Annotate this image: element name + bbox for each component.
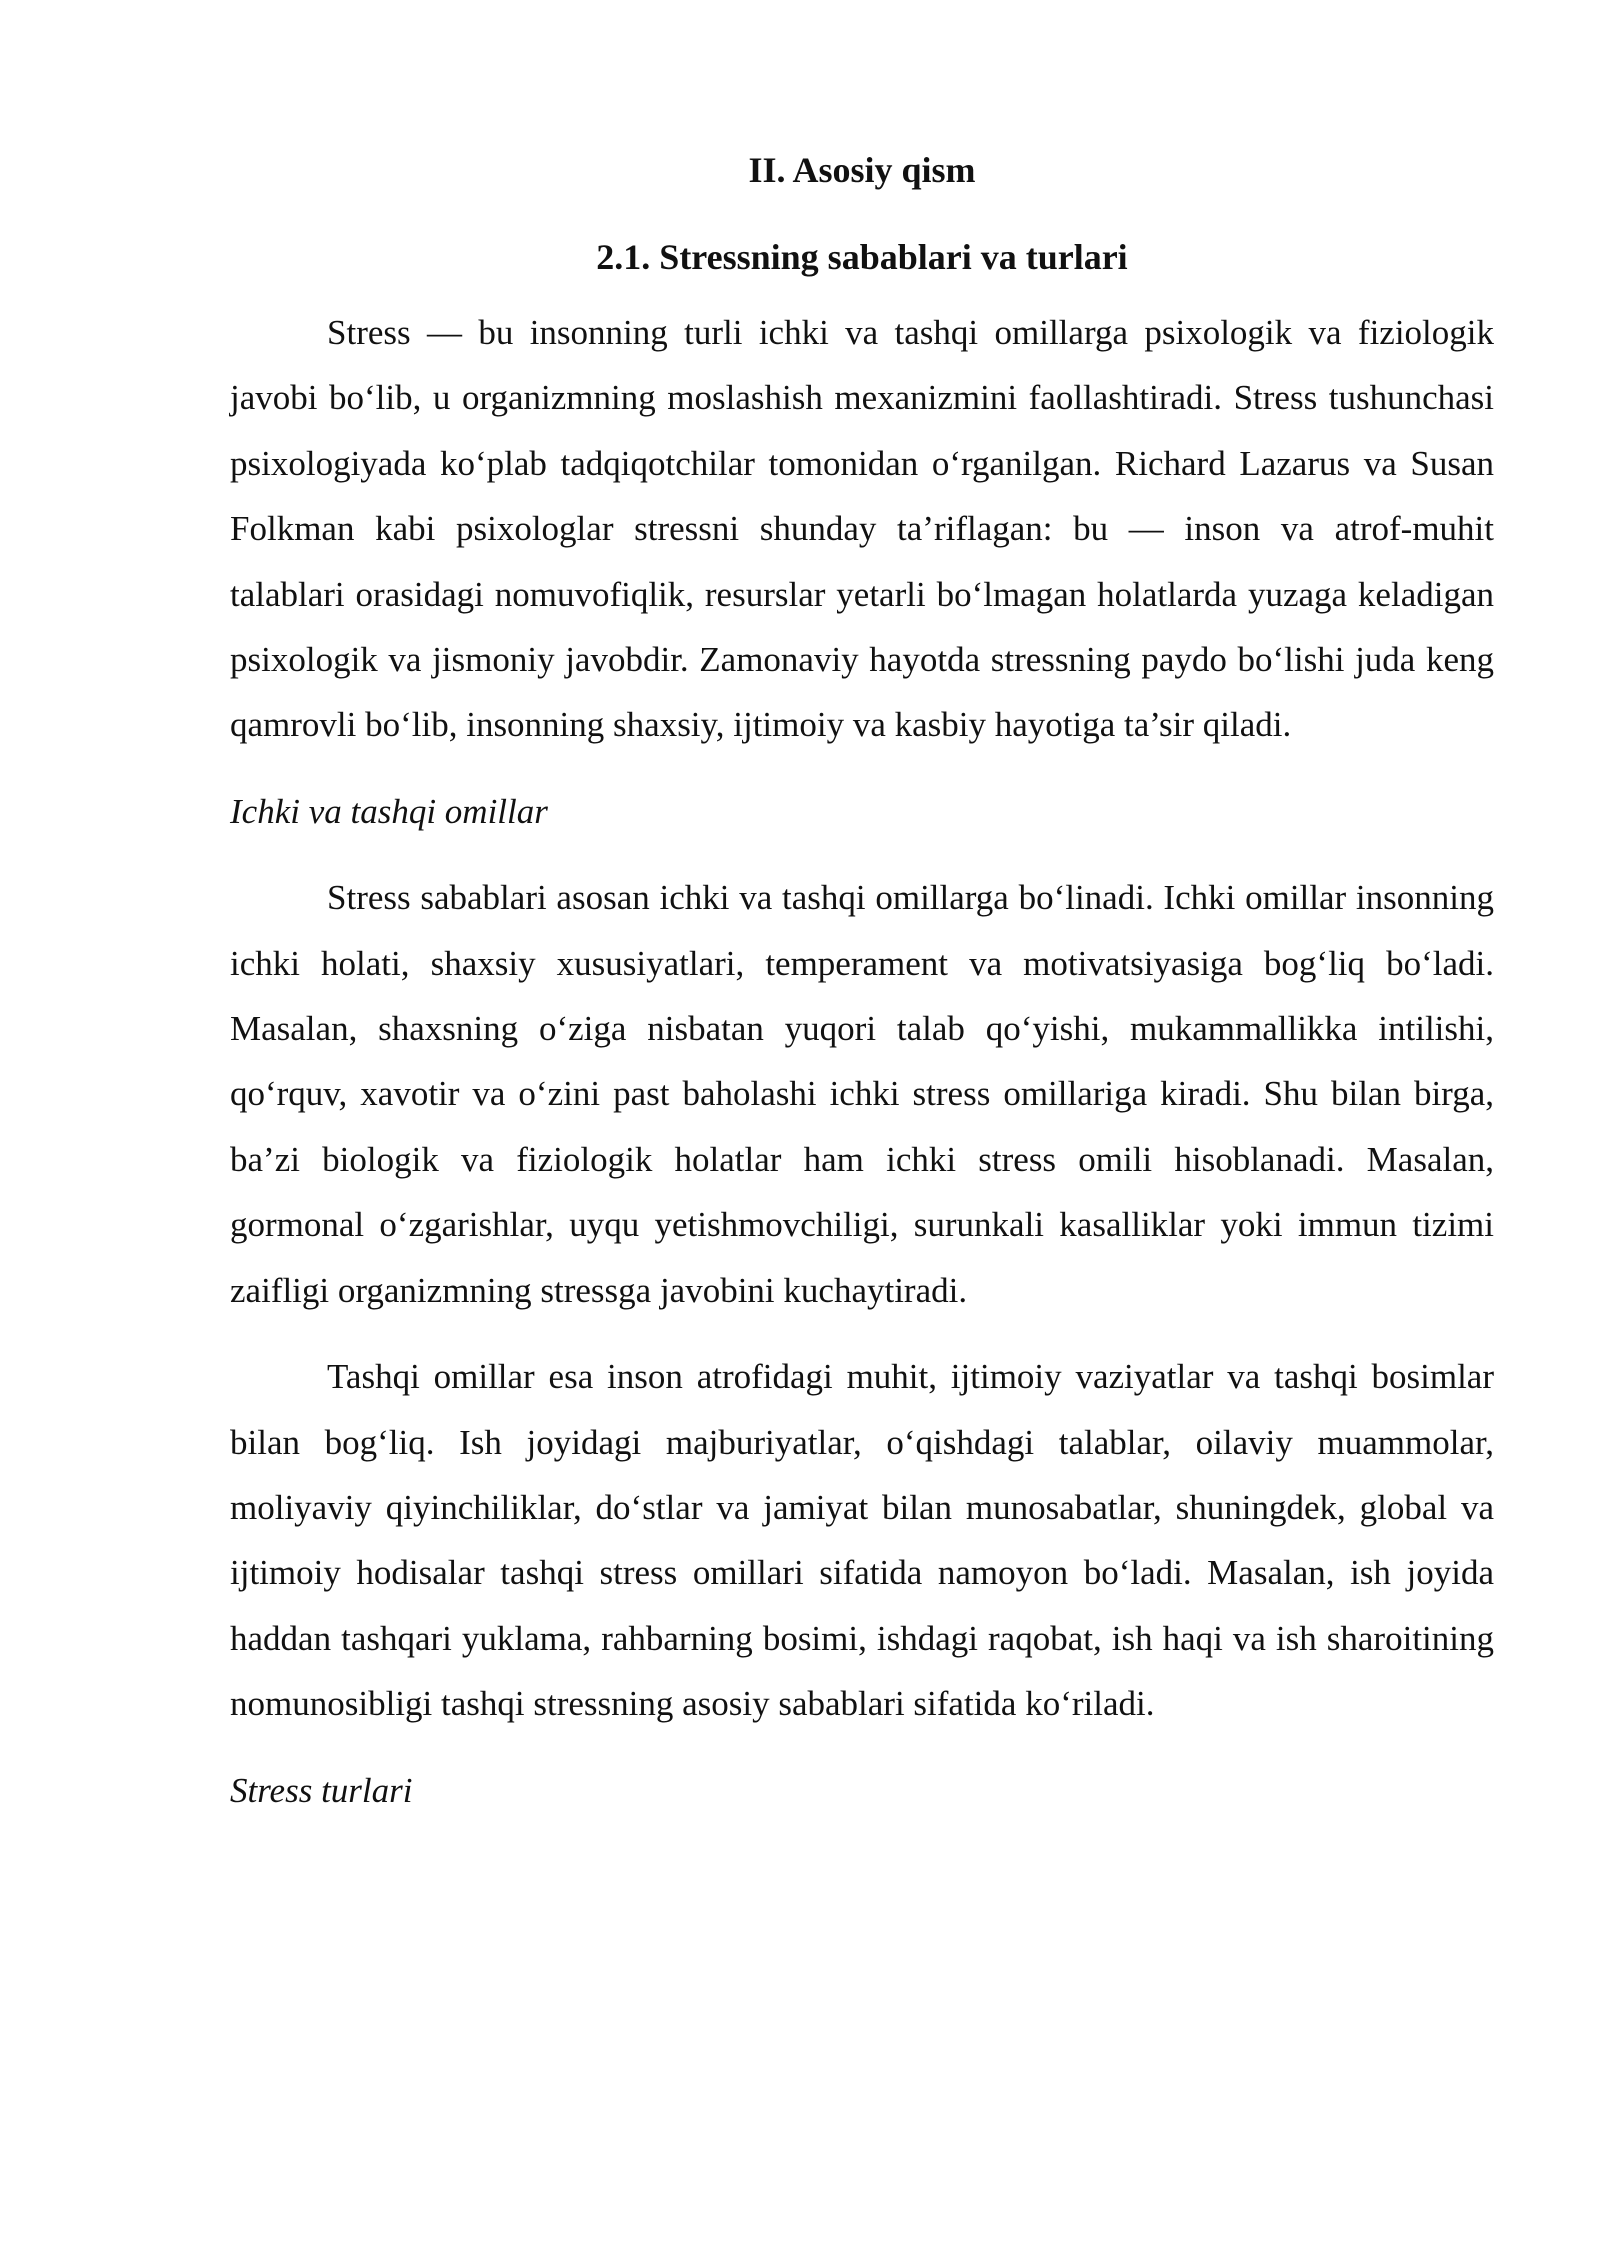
- chapter-title: II. Asosiy qism: [748, 150, 976, 190]
- paragraph-stress-definition: Stress — bu insonning turli ichki va tashqi omillarga psixologik va fiziologik javobi bo‘lib, u organizmning moslashish mexanizmini faollashtiradi. Stress tushunchasi psixologiyada ko‘plab tadqiqotchilar tomonidan o‘rganilgan. Richard Lazarus va Susan Folkman kabi psixologlar stressni shunday ta’riflagan: bu — inson va atrof-muhit talablari orasidagi nomuvofiqlik, resurslar yetarli bo‘lmagan holatlarda yuzaga keladigan psixologik va jismoniy javobdir. Zamonaviy hayotda stressning paydo bo‘lishi juda keng qamrovli bo‘lib, insonning shaxsiy, ijtimoiy va kasbiy hayotiga ta’sir qiladi.: [230, 313, 1494, 745]
- section-title: 2.1. Stressning sabablari va turlari: [596, 237, 1128, 277]
- subheading-internal-external-factors: Ichki va tashqi omillar: [230, 791, 548, 831]
- paragraph-internal-factors: Stress sabablari asosan ichki va tashqi omillarga bo‘linadi. Ichki omillar insonning ichki holati, shaxsiy xususiyatlari, temperament va motivatsiyasiga bog‘liq bo‘ladi. Masalan, shaxsning o‘ziga nisbatan yuqori talab qo‘yishi, mukammallikka intilishi, qo‘rquv, xavotir va o‘zini past baholashi ichki stress omillariga kiradi. Shu bilan birga, ba’zi biologik va fiziologik holatlar ham ichki stress omili hisoblanadi. Masalan, gormonal o‘zgarishlar, uyqu yetishmovchiligi, surunkali kasalliklar yoki immun tizimi zaifligi organizmning stressga javobini kuchaytiradi.: [230, 878, 1494, 1310]
- paragraph-external-factors: Tashqi omillar esa inson atrofidagi muhit, ijtimoiy vaziyatlar va tashqi bosimlar bilan bog‘liq. Ish joyidagi majburiyatlar, o‘qishdagi talablar, oilaviy muammolar, moliyaviy qiyinchiliklar, do‘stlar va jamiyat bilan munosabatlar, shuningdek, global va ijtimoiy hodisalar tashqi stress omillari sifatida namoyon bo‘ladi. Masalan, ish joyida haddan tashqari yuklama, rahbarning bosimi, ishdagi raqobat, ish haqi va ish sharoitining nomunosibligi tashqi stressning asosiy sabablari sifatida ko‘riladi.: [230, 1357, 1494, 1724]
- document-page: [230, 148, 1494, 1844]
- subheading-stress-types: Stress turlari: [230, 1770, 413, 1810]
